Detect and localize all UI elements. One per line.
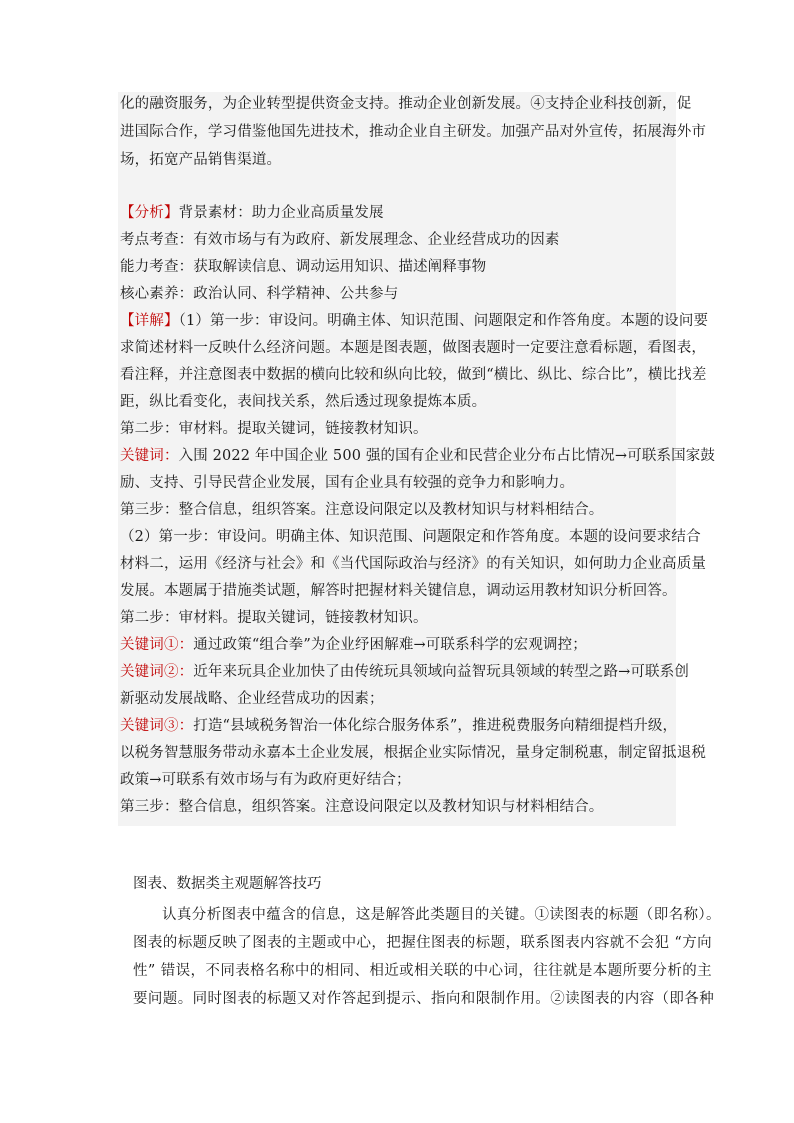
q2-line-3: 发展。本题属于措施类试题，解答时把握材料关键信息，调动运用教材知识分析回答。 [120,583,677,599]
q1-keyword [120,447,716,466]
tips-line-3: 性” 错误，不同表格名称中的相同、相近或相关联的中心词，往往就是本题所要分析的主 [133,963,713,979]
keyword-3-line-3: 政策→可联系有效市场与有为政府更好结合； [120,772,411,788]
answer-line-1: 化的融资服务，为企业转型提供资金支持。推动企业创新发展。④支持企业科技创新，促 [120,96,692,112]
tips-line-4: 要问题。同时图表的标题又对作答起到提示、指向和限制作用。②读图表的内容（即各种 [133,991,715,1007]
keyword-1 [120,636,676,655]
keyword-2-text: 近年来玩具企业加快了由传统玩具领域向益智玩具领域的转型之路→可联系创 [193,664,689,680]
detail-q1-line-1 [120,312,709,331]
q1-keyword-text: 入围 2022 年中国企业 500 强的国有企业和民营企业分布占比情况→可联系国家鼓 [178,448,716,464]
tips-line-1: 认真分析图表中蕴含的信息，这是解答此类题目的关键。①读图表的标题（即名称）。 [162,907,721,923]
keyword-2-label: 关键词②： [120,664,194,680]
answer-line-3: 场，拓宽产品销售渠道。 [120,152,282,168]
detail-label: 【详解】 [120,313,179,329]
answer-line-2: 进国际合作，学习借鉴他国先进技术，推动企业自主研发。加强产品对外宣传，拓展海外市 [120,124,706,140]
keyword-2 [120,663,689,682]
ability: 能力考查：获取解读信息、调动运用知识、描述阐释事物 [120,259,487,275]
detail-q1-line-4: 距，纵比看变化，表间找关系，然后透过现象提炼本质。 [120,394,487,410]
detail-q1-line-2: 求简述材料一反映什么经济问题。本题是图表题，做图表题时一定要注意看标题，看图表， [120,340,706,356]
tips-line-2: 图表的标题反映了图表的主题或中心，把握住图表的标题，联系图表内容就不会犯 “方向 [133,935,713,951]
q2-step-3: 第三步：整合信息，组织答案。注意设问限定以及教材知识与材料相结合。 [120,799,604,815]
tips-title: 图表、数据类主观题解答技巧 [133,876,322,892]
analysis-label: 【分析】 [120,205,179,221]
keyword-2-line-2: 新驱动发展战略、企业经营成功的因素； [120,691,384,707]
q1-step-3: 第三步：整合信息，组织答案。注意设问限定以及教材知识与材料相结合。 [120,502,604,518]
core-literacy: 核心素养：政治认同、科学精神、公共参与 [120,286,399,302]
detail-q1-text: （1）第一步：审设问。明确主体、知识范围、问题限定和作答角度。本题的设问要 [178,313,709,329]
q1-step-2: 第二步：审材料。提取关键词，链接教材知识。 [120,421,428,437]
analysis-background: 背景素材：助力企业高质量发展 [178,205,384,221]
q1-keyword-label: 关键词： [120,448,179,464]
keyword-3-text: 打造“县域税务智治一体化综合服务体系”，推进税费服务向精细提档升级， [193,718,678,734]
keyword-1-label: 关键词①： [120,637,194,653]
analysis-heading [120,204,676,223]
detail-q1-line-3: 看注释，并注意图表中数据的横向比较和纵向比较，做到“横比、纵比、综合比”，横比找差 [120,367,707,383]
q2-line-1: （2）第一步：审设问。明确主体、知识范围、问题限定和作答角度。本题的设问要求结合 [120,529,701,545]
q2-step-2: 第二步：审材料。提取关键词，链接教材知识。 [120,610,428,626]
q1-keyword-line-2: 励、支持、引导民营企业发展，国有企业具有较强的竞争力和影响力。 [120,475,575,491]
q2-line-2: 材料二，运用《经济与社会》和《当代国际政治与经济》的有关知识，如何助力企业高质量 [120,556,706,572]
keyword-3-label: 关键词③： [120,718,194,734]
keyword-3 [120,717,676,736]
keyword-1-text: 通过政策“组合拳”为企业纾困解难→可联系科学的宏观调控； [193,637,587,653]
keyword-3-line-2: 以税务智慧服务带动永嘉本土企业发展，根据企业实际情况，量身定制税惠，制定留抵退税 [120,745,706,761]
exam-points: 考点考查：有效市场与有为政府、新发展理念、企业经营成功的因素 [120,232,560,248]
